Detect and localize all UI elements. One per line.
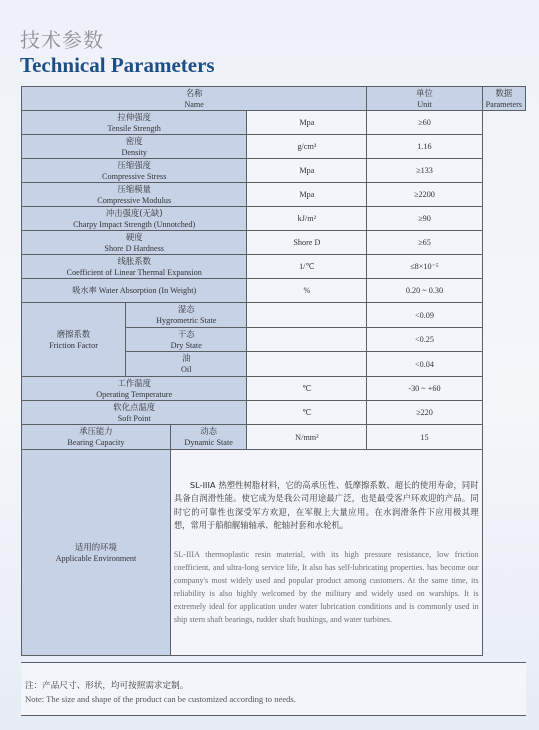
row-value-cell: 15 [367, 425, 482, 450]
row-value-cell: -30 ~ +60 [367, 377, 482, 401]
row-name-cell: 工作温度 Operating Temperature [22, 377, 247, 401]
friction-sub-cell: 干态 Dry State [126, 328, 247, 352]
row-name-cell: 压缩模量 Compressive Modulus [22, 183, 247, 207]
row-unit-cell: % [247, 279, 367, 303]
row-unit-cell [247, 352, 367, 377]
footnote-chinese: 注：产品尺寸、形状，均可按照需求定制。 [25, 681, 189, 691]
row-unit-cell: g/cm³ [247, 135, 367, 159]
row-unit-cell: Mpa [247, 159, 367, 183]
table-row-bearing-capacity [22, 425, 526, 450]
row-value-cell: ≤8×10⁻⁵ [367, 255, 482, 279]
parameters-table [21, 86, 526, 656]
table-row-water-absorption [22, 279, 526, 303]
table-row [22, 135, 526, 159]
row-name-cell: 拉伸强度 Tensile Strength [22, 111, 247, 135]
friction-sub-cell: 油 Oil [126, 352, 247, 377]
row-unit-cell: Shore D [247, 231, 367, 255]
table-row-soft-point [22, 401, 526, 425]
row-value-cell: <0.09 [367, 303, 482, 328]
environment-label-cell: 适用的环境 Applicable Environment [22, 450, 171, 656]
friction-sub-cell: 湿态 Hygrometric State [126, 303, 247, 328]
header-unit-cell: 单位 Unit [367, 87, 482, 111]
row-unit-cell: Mpa [247, 111, 367, 135]
header-name-cell: 名称 Name [22, 87, 367, 111]
row-unit-cell: ℃ [247, 401, 367, 425]
row-value-cell: ≥2200 [367, 183, 482, 207]
table-row-friction-wet [22, 303, 526, 328]
row-unit-cell [247, 303, 367, 328]
row-name-cell: 冲击强度(无缺) Charpy Impact Strength (Unnotched) [22, 207, 247, 231]
row-value-cell: ≥60 [367, 111, 482, 135]
page-title-chinese: 技术参数 [20, 28, 104, 52]
row-unit-cell: 1/℃ [247, 255, 367, 279]
table-row [22, 231, 526, 255]
row-name-cell: 硬度 Shore D Hardness [22, 231, 247, 255]
environment-text-english: SL-IIIA thermoplastic resin material, with its high pressure resistance, low friction coefficient, and ultra-long service life, It also has self-lubricating properties. has become our company's most widely used and popular product among customers. At the same time, its reliability is also highly welcomed by the military and widely used on warships. It is extremely ideal for application under water lubrication conditions and is commonly used in ship stern shaft bearings, rudder shaft bushings, and water turbines. [173, 549, 479, 625]
table-row [22, 159, 526, 183]
bearing-sub-cell: 动态 Dynamic State [170, 425, 247, 450]
row-unit-cell: kJ/m² [247, 207, 367, 231]
row-name-cell: 线胀系数 Coefficient of Linear Thermal Expansion [22, 255, 247, 279]
row-unit-cell [247, 328, 367, 352]
row-unit-cell: N/mm² [247, 425, 367, 450]
row-name-cell: 吸水率 Water Absorption (In Weight) [22, 279, 247, 303]
table-header-row [22, 87, 526, 111]
bearing-capacity-cell: 承压能力 Bearing Capacity [22, 425, 171, 450]
row-value-cell: ≥65 [367, 231, 482, 255]
header-parameters-cell: 数据 Parameters [482, 87, 525, 111]
row-name-cell: 软化点温度 Soft Point [22, 401, 247, 425]
page-title-english: Technical Parameters [20, 53, 215, 77]
row-value-cell: ≥90 [367, 207, 482, 231]
row-value-cell: ≥133 [367, 159, 482, 183]
footnote [21, 662, 526, 716]
row-unit-cell: Mpa [247, 183, 367, 207]
table-row [22, 183, 526, 207]
table-row-operating-temperature [22, 377, 526, 401]
footnote-english: Note: The size and shape of the product can be customized according to needs. [25, 694, 296, 704]
row-value-cell: 0.20 ~ 0.30 [367, 279, 482, 303]
row-value-cell: 1.16 [367, 135, 482, 159]
environment-description-cell [170, 450, 482, 656]
row-value-cell: <0.25 [367, 328, 482, 352]
row-name-cell: 密度 Density [22, 135, 247, 159]
row-unit-cell: ℃ [247, 377, 367, 401]
row-name-cell: 压缩强度 Compressive Stress [22, 159, 247, 183]
friction-factor-cell: 磨擦系数 Friction Factor [22, 303, 126, 377]
table-row [22, 207, 526, 231]
row-value-cell: ≥220 [367, 401, 482, 425]
table-row [22, 255, 526, 279]
environment-text-chinese: SL-IIIA 热塑性树脂材料，它的高承压性、低摩擦系数、超长的使用寿命，同时具备自润滑性能。使它成为是我公司用途最广泛，也是最受客户环欢迎的产品。同时它的可靠性也深受军方欢迎，在军舰上大量应用。在水润滑条件下应用极其理想，常用于船舶艉轴轴承、舵轴衬套和水轮机。 [173, 479, 479, 531]
row-value-cell: <0.04 [367, 352, 482, 377]
table-row-environment [22, 450, 526, 656]
table-row [22, 111, 526, 135]
